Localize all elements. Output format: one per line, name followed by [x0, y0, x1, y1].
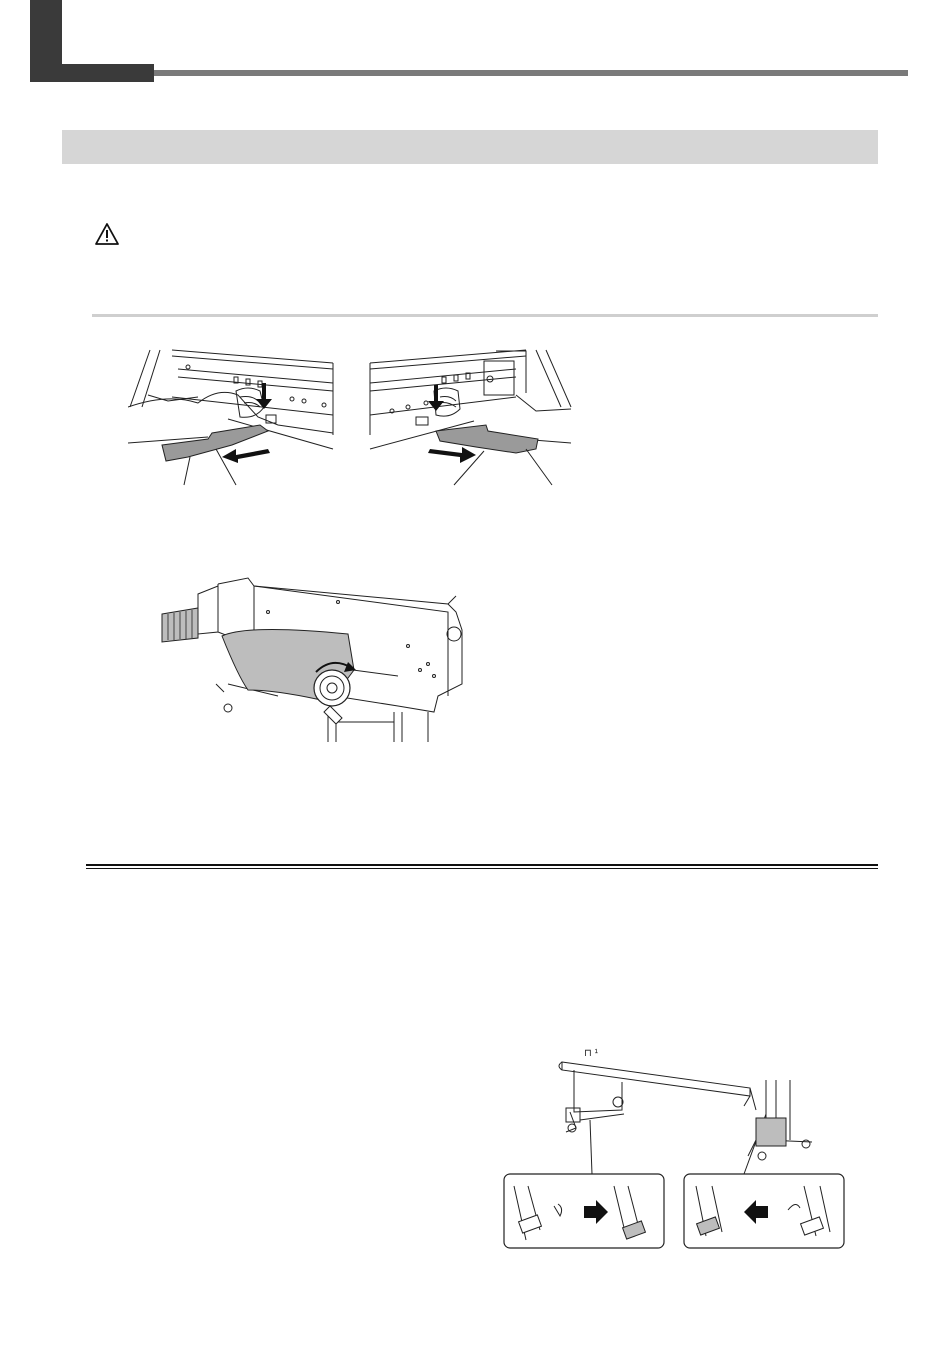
figure-takeup-stand	[500, 1040, 850, 1252]
section-divider	[86, 864, 878, 866]
header-rule	[154, 70, 908, 76]
warning-triangle-icon	[94, 222, 120, 246]
section-heading-bar	[62, 130, 878, 164]
divider-rule	[92, 314, 878, 317]
chapter-marker-notch	[62, 0, 154, 64]
section-divider-thin	[86, 868, 878, 869]
stand-top-label: ⊓ ¹	[584, 1048, 598, 1059]
figure-media-clamp-right	[366, 345, 578, 487]
figure-printer-media-roll	[158, 572, 482, 744]
figure-media-clamp-left	[128, 345, 340, 487]
